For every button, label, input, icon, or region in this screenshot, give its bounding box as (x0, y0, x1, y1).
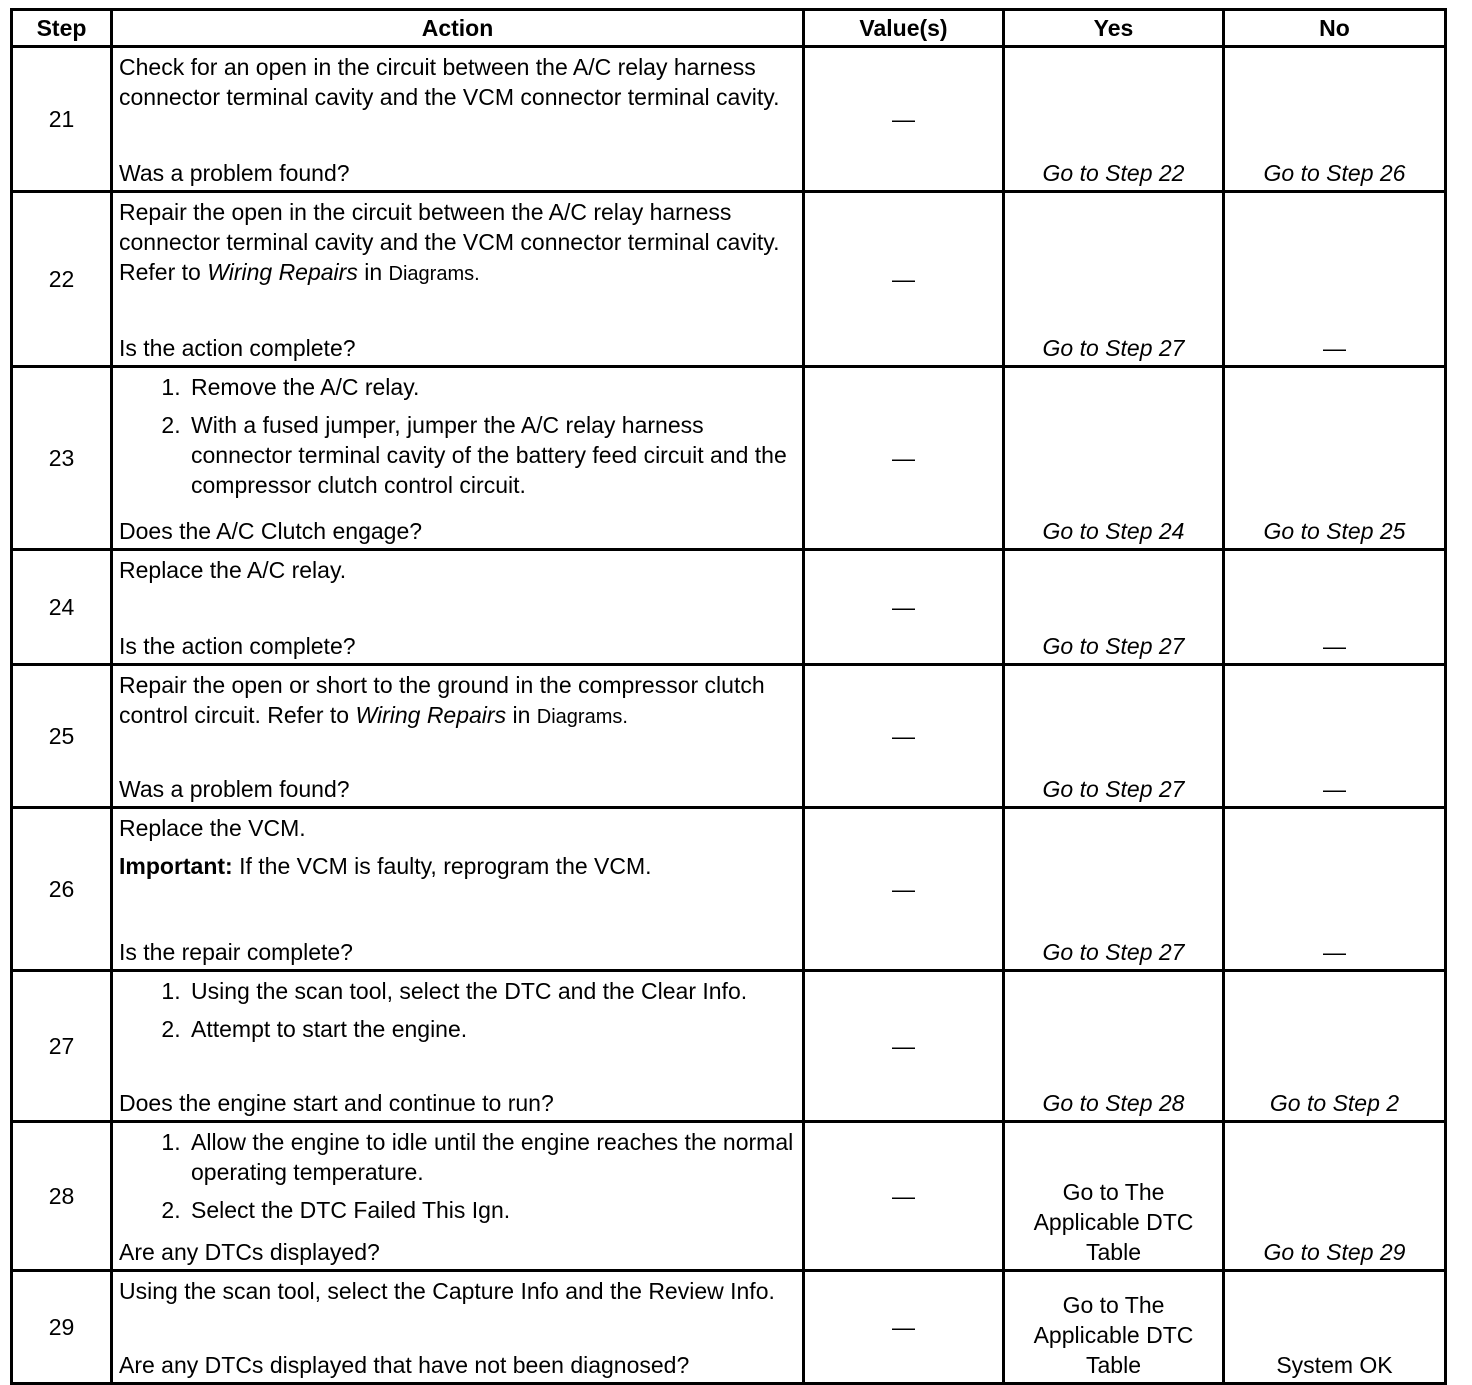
no-link[interactable]: Go to Step 26 (1224, 47, 1446, 192)
value-cell: — (804, 192, 1004, 367)
action-cell (112, 550, 804, 665)
important-label: Important: (119, 853, 233, 879)
action-text: Replace the VCM. (119, 815, 306, 841)
table-row (12, 192, 1446, 367)
yes-link[interactable]: Go to The Applicable DTC Table (1004, 1122, 1224, 1271)
step-number: 26 (12, 808, 112, 971)
action-cell (112, 808, 804, 971)
list-item: 1. Using the scan tool, select the DTC and the Clear Info. (187, 976, 794, 1006)
no-link[interactable]: Go to Step 29 (1224, 1122, 1446, 1271)
header-no: No (1224, 10, 1446, 47)
step-number: 24 (12, 550, 112, 665)
value-cell: — (804, 367, 1004, 550)
step-number: 29 (12, 1271, 112, 1384)
no-cell: — (1224, 808, 1446, 971)
no-cell: — (1224, 665, 1446, 808)
yes-link[interactable]: Go to The Applicable DTC Table (1004, 1271, 1224, 1384)
yes-link[interactable]: Go to Step 27 (1004, 808, 1224, 971)
header-values: Value(s) (804, 10, 1004, 47)
yes-link[interactable]: Go to Step 27 (1004, 550, 1224, 665)
yes-link[interactable]: Go to Step 27 (1004, 192, 1224, 367)
important-note: Important: If the VCM is faulty, reprogram the VCM. (119, 853, 652, 879)
no-link[interactable]: Go to Step 25 (1224, 367, 1446, 550)
header-action: Action (112, 10, 804, 47)
action-question: Is the action complete? (119, 335, 356, 361)
table-header-row (12, 10, 1446, 47)
action-cell (112, 367, 804, 550)
action-cell (112, 1122, 804, 1271)
yes-link[interactable]: Go to Step 22 (1004, 47, 1224, 192)
list-item: 1. Allow the engine to idle until the engine reaches the normal operating temperature. (187, 1127, 794, 1187)
action-text: Repair the open or short to the ground in the compressor clutch control circuit. Refer to Wiring Repairs in Diagrams. (119, 672, 765, 728)
table-row (12, 971, 1446, 1122)
value-cell: — (804, 1271, 1004, 1384)
yes-link[interactable]: Go to Step 28 (1004, 971, 1224, 1122)
step-number: 25 (12, 665, 112, 808)
value-cell: — (804, 47, 1004, 192)
step-number: 27 (12, 971, 112, 1122)
action-steps-list (119, 976, 794, 1044)
list-item: 1. Remove the A/C relay. (187, 372, 794, 402)
yes-link[interactable]: Go to Step 27 (1004, 665, 1224, 808)
step-number: 22 (12, 192, 112, 367)
action-question: Does the A/C Clutch engage? (119, 518, 423, 544)
step-number: 21 (12, 47, 112, 192)
diagrams-ref: Diagrams. (536, 706, 628, 728)
value-cell: — (804, 808, 1004, 971)
action-cell (112, 971, 804, 1122)
action-question: Was a problem found? (119, 160, 350, 186)
list-item: 2. With a fused jumper, jumper the A/C relay harness connector terminal cavity of the battery feed circuit and the compressor clutch control circuit. (187, 410, 794, 500)
wiring-repairs-ref: Wiring Repairs (207, 259, 358, 285)
action-question: Are any DTCs displayed? (119, 1239, 380, 1265)
list-item: 2. Select the DTC Failed This Ign. (187, 1195, 794, 1225)
no-result: System OK (1224, 1271, 1446, 1384)
header-step: Step (12, 10, 112, 47)
action-text: Replace the A/C relay. (119, 557, 347, 583)
action-cell (112, 192, 804, 367)
no-link[interactable]: Go to Step 2 (1224, 971, 1446, 1122)
diagnostic-table-sheet (10, 8, 1444, 1385)
value-cell: — (804, 665, 1004, 808)
list-item: 2. Attempt to start the engine. (187, 1014, 794, 1044)
table-row (12, 1271, 1446, 1384)
action-question: Are any DTCs displayed that have not been diagnosed? (119, 1352, 690, 1378)
table-row (12, 367, 1446, 550)
yes-link[interactable]: Go to Step 24 (1004, 367, 1224, 550)
diagrams-ref: Diagrams. (388, 263, 480, 285)
action-steps-list (119, 372, 794, 500)
action-question: Is the action complete? (119, 633, 356, 659)
action-cell (112, 47, 804, 192)
action-steps-list (119, 1127, 794, 1225)
wiring-repairs-ref: Wiring Repairs (355, 702, 507, 728)
no-cell: — (1224, 550, 1446, 665)
diagnostic-table (10, 8, 1447, 1385)
value-cell: — (804, 1122, 1004, 1271)
value-cell: — (804, 971, 1004, 1122)
step-number: 28 (12, 1122, 112, 1271)
table-row (12, 47, 1446, 192)
table-row (12, 1122, 1446, 1271)
header-yes: Yes (1004, 10, 1224, 47)
table-row (12, 808, 1446, 971)
action-text: Check for an open in the circuit between the A/C relay harness connector terminal cavity and the VCM connector terminal cavity. (119, 54, 780, 110)
no-cell: — (1224, 192, 1446, 367)
action-question: Does the engine start and continue to run? (119, 1090, 554, 1116)
action-text: Using the scan tool, select the Capture Info and the Review Info. (119, 1278, 775, 1304)
table-row (12, 665, 1446, 808)
value-cell: — (804, 550, 1004, 665)
action-cell (112, 665, 804, 808)
action-question: Is the repair complete? (119, 939, 353, 965)
table-row (12, 550, 1446, 665)
step-number: 23 (12, 367, 112, 550)
action-text: Repair the open in the circuit between the A/C relay harness connector terminal cavity and the VCM connector terminal cavity. Refer to Wiring Repairs in Diagrams. (119, 199, 780, 285)
action-cell (112, 1271, 804, 1384)
action-question: Was a problem found? (119, 776, 350, 802)
